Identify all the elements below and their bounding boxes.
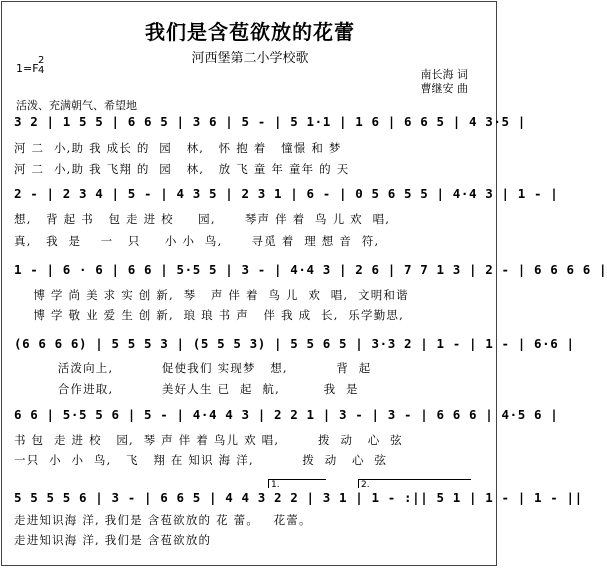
notation-notes: 6 6 | 5·5 5 6 | 5 - | 4·4 4 3 | 2 2 1 | 3 - | 3 - | 6 6 6 | 4·5 6 | — [14, 407, 559, 422]
lyric-line-3a: 博 学 尚 美 求 实 创 新, 琴 声 伴 着 鸟 儿 欢 唱, 文明和谐 — [14, 288, 409, 302]
notation-line-4 — [14, 336, 575, 358]
song-title: 我们是含苞欲放的花蕾 — [145, 20, 355, 44]
notation-notes: (6 6 6 6) | 5 5 5 3 | (5 5 5 3) | 5 5 6 5 | 3·3 2 | 1 - | 1 - | 6·6 | — [14, 336, 575, 351]
composer-credit: 曹继安 曲 — [420, 82, 468, 95]
lyric-line-1a: 河 二 小,助 我 成长 的 园 林, 怀 抱 着 憧憬 和 梦 — [14, 141, 342, 155]
notation-line-5 — [14, 407, 559, 429]
lyric-line-3b: 博 学 敬 业 爱 生 创 新, 琅 琅 书 声 伴 我 成 长, 乐学勤思, — [14, 308, 404, 322]
lyric-line-6a: 走进知识海 洋, 我们是 含苞欲放的 花 蕾。 花蕾。 — [14, 513, 312, 527]
song-subtitle: 河西堡第二小学校歌 — [191, 51, 309, 66]
notation-notes: 3 2 | 1 5 5 | 6 6 5 | 3 6 | 5 - | 5 1·1 | 1 6 | 6 6 5 | 4 3·5 | — [14, 114, 526, 129]
time-signature-bottom: 4 — [38, 65, 45, 76]
time-signature — [38, 56, 44, 76]
lyric-line-2a: 想, 背 起 书 包 走 进 校 园, 琴声 伴 着 鸟 儿 欢 唱, — [14, 212, 391, 226]
tempo-marking: 活泼、充满朝气、希望地 — [16, 99, 137, 112]
lyric-line-6b: 走进知识海 洋, 我们是 含苞欲放的 — [14, 533, 212, 547]
notation-line-2 — [14, 186, 559, 208]
lyric-line-4b: 合作进取, 美好人生 已 起 航, 我 是 — [14, 382, 359, 396]
key-signature: 1=F — [16, 62, 39, 75]
notation-line-3 — [14, 262, 607, 284]
time-signature-top: 2 — [38, 55, 45, 66]
notation-line-1 — [14, 114, 526, 136]
volta-second-ending: 2. — [358, 479, 471, 488]
notation-notes: 2 - | 2 3 4 | 5 - | 4 3 5 | 2 3 1 | 6 - | 0 5 6 5 5 | 4·4 3 | 1 - | — [14, 186, 559, 201]
lyric-line-2b: 真, 我 是 一 只 小 小 鸟, 寻觅 着 理 想 音 符, — [14, 234, 380, 248]
notation-notes: 1 - | 6 · 6 | 6 6 | 5·5 5 | 3 - | 4·4 3 | 2 6 | 7 7 1 3 | 2 - | 6 6 6 6 | — [14, 262, 607, 277]
lyric-line-1b: 河 二 小,助 我 飞翔 的 园 林, 放 飞 童 年 童年 的 天 — [14, 162, 350, 176]
lyric-line-5a: 书 包 走 进 校 园, 琴 声 伴 着 鸟儿 欢 唱, 拨 动 心 弦 — [14, 433, 403, 447]
lyricist-credit: 南长海 词 — [420, 68, 468, 81]
notation-line-6 — [14, 490, 583, 512]
volta-first-ending: 1. — [268, 479, 326, 488]
lyric-line-4a: 活泼向上, 促使我们 实现梦 想, 背 起 — [14, 361, 372, 375]
lyric-line-5b: 一只 小 小 鸟, 飞 翔 在 知识 海 洋, 拨 动 心 弦 — [14, 453, 388, 467]
notation-notes: 5 5 5 5 6 | 3 - | 6 6 5 | 4 4 3 2 2 | 3 1 | 1 - :|| 5 1 | 1 - | 1 - || — [14, 490, 583, 505]
